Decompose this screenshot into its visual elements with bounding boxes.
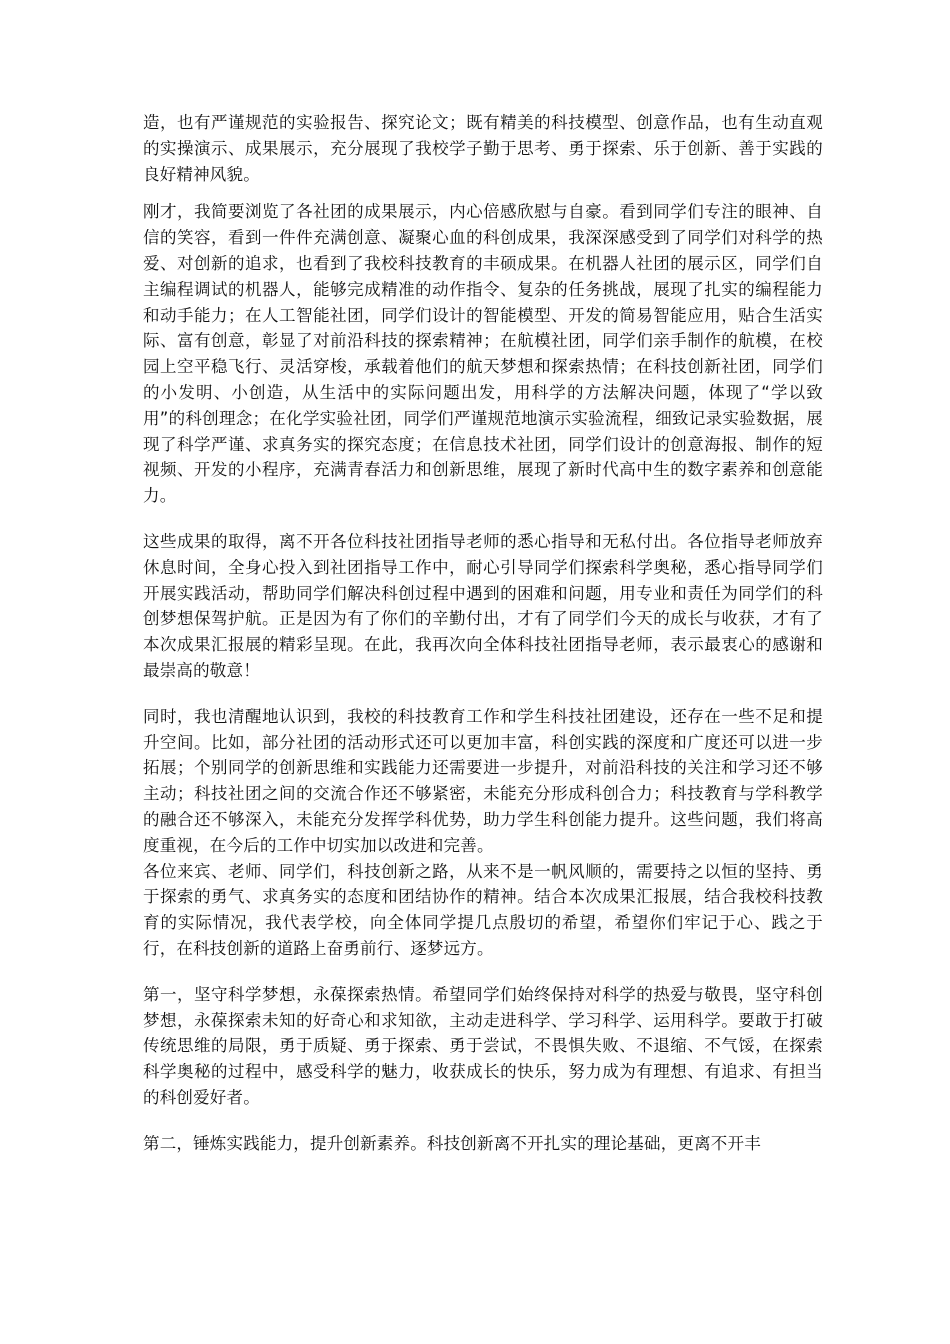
paragraph-1: 造，也有严谨规范的实验报告、探究论文；既有精美的科技模型、创意作品，也有生动直观的实操演示、成果展示，充分展现了我校学子勤于思考、勇于探索、乐于创新、善于实践的良好精神风貌。 (143, 113, 823, 184)
paragraph-4: 同时，我也清醒地认识到，我校的科技教育工作和学生科技社团建设，还存在一些不足和提升空间。比如，部分社团的活动形式还可以更加丰富，科创实践的深度和广度还可以进一步拓展；个别同学的创新思维和实践能力还需要进一步提升，对前沿科技的关注和学习还不够主动；科技社团之间的交流合作还不够紧密，未能充分形成科创合力；科技教育与学科教学的融合还不够深入，未能充分发挥学科优势，助力学生科创能力提升。这些问题，我们将高度重视，在今后的工作中切实加以改进和完善。 (143, 706, 823, 855)
paragraph-3: 这些成果的取得，离不开各位科技社团指导老师的悉心指导和无私付出。各位指导老师放弃休息时间，全身心投入到社团指导工作中，耐心引导同学们探索科学奥秘，悉心指导同学们开展实践活动，帮助同学们解决科创过程中遇到的困难和问题，用专业和责任为同学们的科创梦想保驾护航。正是因为有了你们的辛勤付出，才有了同学们今天的成长与收获，才有了本次成果汇报展的精彩呈现。在此，我再次向全体科技社团指导老师，表示最衷心的感谢和最崇高的敬意！ (143, 531, 823, 680)
paragraph-2: 刚才，我简要浏览了各社团的成果展示，内心倍感欣慰与自豪。看到同学们专注的眼神、自信的笑容，看到一件件充满创意、凝聚心血的科创成果，我深深感受到了同学们对科学的热爱、对创新的追求，也看到了我校科技教育的丰硕成果。在机器人社团的展示区，同学们自主编程调试的机器人，能够完成精准的动作指令、复杂的任务挑战，展现了扎实的编程能力和动手能力；在人工智能社团，同学们设计的智能模型、开发的简易智能应用，贴合生活实际、富有创意，彰显了对前沿科技的探索精神；在航模社团，同学们亲手制作的航模，在校园上空平稳飞行、灵活穿梭，承载着他们的航天梦想和探索热情；在科技创新社团，同学们的小发明、小创造，从生活中的实际问题出发，用科学的方法解决问题，体现了“学以致用”的科创理念；在化学实验社团，同学们严谨规范地演示实验流程，细致记录实验数据，展现了科学严谨、求真务实的探究态度；在信息技术社团，同学们设计的创意海报、制作的短视频、开发的小程序，充满青春活力和创新思维，展现了新时代高中生的数字素养和创意能力。 (143, 202, 823, 506)
paragraph-7: 第二，锤炼实践能力，提升创新素养。科技创新离不开扎实的理论基础，更离不开丰 (143, 1133, 761, 1153)
document-body (143, 110, 823, 1156)
paragraph-5: 各位来宾、老师、同学们，科技创新之路，从来不是一帆风顺的，需要持之以恒的坚持、勇于探索的勇气、求真务实的态度和团结协作的精神。结合本次成果汇报展，结合我校科技教育的实际情况，我代表学校，向全体同学提几点殷切的希望，希望你们牢记于心、践之于行，在科技创新的道路上奋勇前行、逐梦远方。 (143, 861, 823, 958)
paragraph-6: 第一，坚守科学梦想，永葆探索热情。希望同学们始终保持对科学的热爱与敬畏，坚守科创梦想，永葆探索未知的好奇心和求知欲，主动走进科学、学习科学、运用科学。要敢于打破传统思维的局限，勇于质疑、勇于探索、勇于尝试，不畏惧失败、不退缩、不气馁，在探索科学奥秘的过程中，感受科学的魅力，收获成长的快乐，努力成为有理想、有追求、有担当的科创爱好者。 (143, 984, 823, 1107)
